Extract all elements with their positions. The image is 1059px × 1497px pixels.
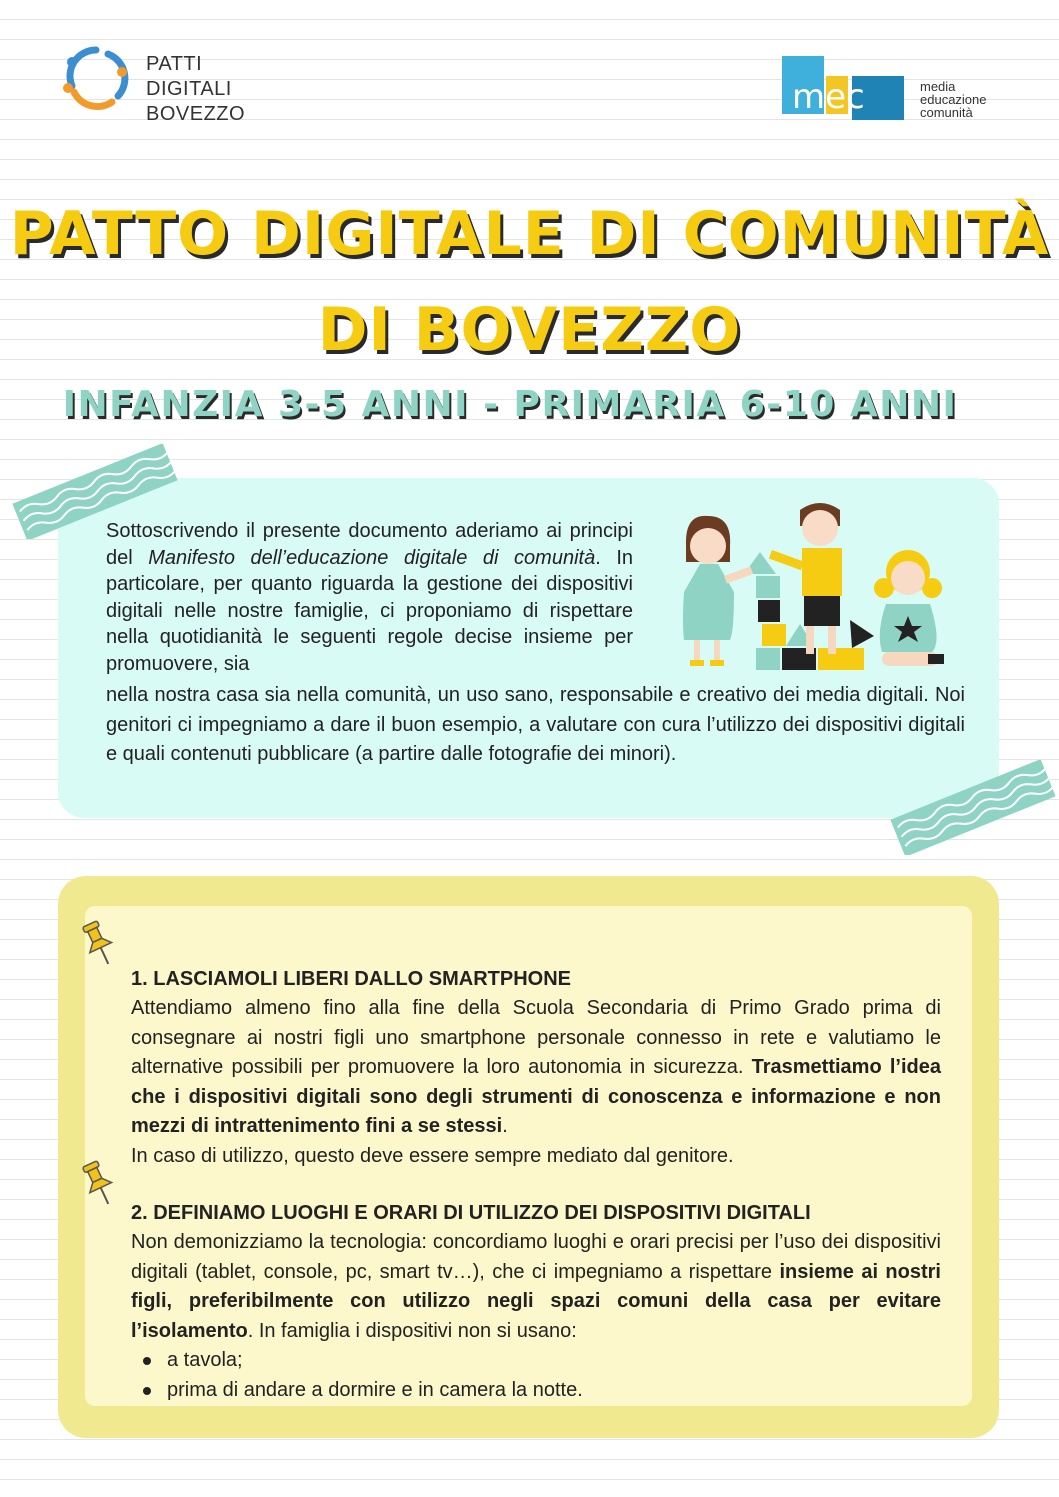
rule-text-note: In caso di utilizzo, questo deve essere sempre mediato dal genitore. bbox=[131, 1144, 734, 1167]
mec-mark-text: mec bbox=[792, 77, 865, 117]
patti-digitali-logo bbox=[62, 42, 262, 132]
washi-tape-icon bbox=[10, 444, 180, 539]
intro-text-b: . In particolare, per quanto riguarda la gestione dei dispositivi digitali nelle nostre famiglie, ci proponiamo di rispettare nella quotidianità le seguenti regole decise insieme per promuovere, sia bbox=[106, 546, 634, 675]
page-subtitle: INFANZIA 3-5 ANNI - PRIMARIA 6-10 ANNI bbox=[62, 384, 958, 425]
rule-item bbox=[131, 1198, 941, 1405]
list-item: prima di andare a dormire e in camera la notte. bbox=[167, 1376, 941, 1406]
rule-text-b: . bbox=[502, 1115, 508, 1137]
logo-line: PATTI bbox=[146, 53, 203, 75]
rules-card-inner bbox=[85, 906, 972, 1406]
washi-tape-icon bbox=[888, 760, 1058, 855]
children-blocks-illustration bbox=[660, 492, 960, 677]
title-line-2: DI BOVEZZO bbox=[317, 295, 742, 365]
list-item: a tavola; bbox=[167, 1346, 941, 1376]
rule-bullet-list bbox=[131, 1346, 941, 1405]
logo-line: DIGITALI bbox=[146, 78, 232, 100]
rule-text-b: . In famiglia i dispositivi non si usano: bbox=[247, 1319, 577, 1342]
logo-line: comunità bbox=[920, 105, 973, 120]
rule-text-a: Non demonizziamo la tecnologia: concordiamo luoghi e orari precisi per l’uso dei dispositivi digitali (tablet, console, pc, smart tv…), che ci impegniamo a rispettare bbox=[131, 1231, 941, 1283]
logo-ring-icon bbox=[62, 42, 130, 112]
rule-text bbox=[131, 994, 941, 1142]
intro-text-a: Sottoscrivendo il presente documento aderiamo ai principi del bbox=[106, 520, 633, 569]
intro-paragraph-2: nella nostra casa sia nella comunità, un uso sano, responsabile e creativo dei media digitali. Noi genitori ci impegniamo a dare il buon esempio, a valutare con cura l’utilizzo dei dispositivi digitali e quali contenuti pubblicare (a partire dalle fotografie dei minori). bbox=[106, 684, 965, 765]
rule-text-a: Attendiamo almeno fino alla fine della Scuola Secondaria di Primo Grado prima di consegnare ai nostri figli uno smartphone personale connesso in rete e valutiamo le alternative possibili per promuovere la loro autonomia in sicurezza. bbox=[131, 997, 941, 1078]
rules-card bbox=[58, 876, 999, 1438]
logo-line: BOVEZZO bbox=[146, 103, 246, 125]
pushpin-icon bbox=[82, 920, 116, 968]
manifesto-title: Manifesto dell’educazione digitale di comunità bbox=[148, 546, 596, 569]
logo-line: media bbox=[920, 79, 956, 94]
rule-text bbox=[131, 1228, 941, 1346]
rule-item bbox=[131, 964, 941, 1171]
pushpin-icon bbox=[82, 1160, 116, 1208]
mec-logo bbox=[782, 56, 1022, 122]
rule-heading: 1. LASCIAMOLI LIBERI DALLO SMARTPHONE bbox=[131, 968, 571, 990]
rule-text-bold: Trasmettiamo l’idea che i dispositivi digitali sono degli strumenti di conoscenza e informazione e non mezzi di intrattenimento fini a se stessi bbox=[131, 1056, 941, 1137]
title-line-1: PATTO DIGITALE DI COMUNITÀ bbox=[9, 199, 1050, 269]
rule-heading: 2. DEFINIAMO LUOGHI E ORARI DI UTILIZZO DEI DISPOSITIVI DIGITALI bbox=[131, 1202, 811, 1224]
rule-text-bold: insieme ai nostri figli, preferibilmente con utilizzo negli spazi comuni della casa per evitare l’isolamento bbox=[131, 1260, 941, 1342]
intro-paragraph-1 bbox=[106, 518, 633, 677]
logo-line: educazione bbox=[920, 92, 987, 107]
mec-logo-mark bbox=[782, 56, 906, 120]
page-title bbox=[0, 186, 1059, 378]
